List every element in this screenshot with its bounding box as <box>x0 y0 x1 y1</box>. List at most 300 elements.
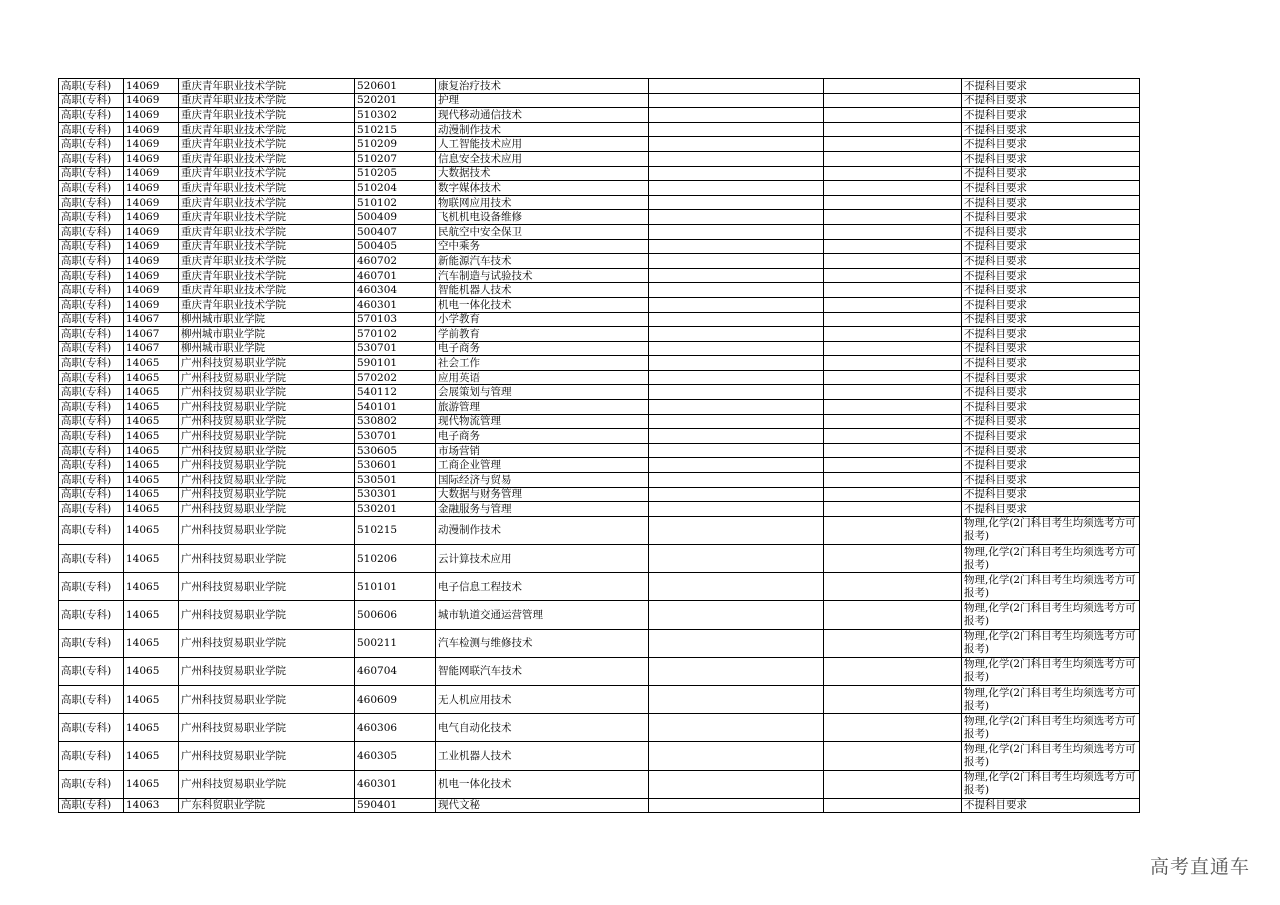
blank-cell-a <box>649 327 824 342</box>
subject-requirement-cell: 不提科目要求 <box>962 210 1140 225</box>
school-code-cell: 14065 <box>124 443 179 458</box>
school-code-cell: 14065 <box>124 414 179 429</box>
major-name-cell: 大数据技术 <box>436 166 649 181</box>
school-name-cell: 广州科技贸易职业学院 <box>179 458 355 473</box>
level-cell: 高职(专科) <box>59 93 124 108</box>
blank-cell-b <box>824 254 962 269</box>
level-cell: 高职(专科) <box>59 312 124 327</box>
table-row <box>59 79 1140 94</box>
blank-cell-a <box>649 443 824 458</box>
table-row <box>59 181 1140 196</box>
major-name-cell: 会展策划与管理 <box>436 385 649 400</box>
table-row <box>59 356 1140 371</box>
level-cell: 高职(专科) <box>59 516 124 544</box>
level-cell: 高职(专科) <box>59 714 124 742</box>
school-code-cell: 14065 <box>124 545 179 573</box>
blank-cell-a <box>649 239 824 254</box>
school-code-cell: 14069 <box>124 239 179 254</box>
school-name-cell: 广州科技贸易职业学院 <box>179 545 355 573</box>
level-cell: 高职(专科) <box>59 137 124 152</box>
major-name-cell: 信息安全技术应用 <box>436 151 649 166</box>
blank-cell-a <box>649 385 824 400</box>
level-cell: 高职(专科) <box>59 629 124 657</box>
table-row <box>59 312 1140 327</box>
major-name-cell: 智能网联汽车技术 <box>436 657 649 685</box>
subject-requirement-cell: 不提科目要求 <box>962 473 1140 488</box>
blank-cell-a <box>649 798 824 813</box>
blank-cell-a <box>649 429 824 444</box>
major-code-cell: 510302 <box>355 108 436 123</box>
level-cell: 高职(专科) <box>59 657 124 685</box>
major-name-cell: 旅游管理 <box>436 400 649 415</box>
major-code-cell: 590101 <box>355 356 436 371</box>
major-code-cell: 530501 <box>355 473 436 488</box>
blank-cell-a <box>649 254 824 269</box>
level-cell: 高职(专科) <box>59 770 124 798</box>
level-cell: 高职(专科) <box>59 341 124 356</box>
table-row <box>59 443 1140 458</box>
level-cell: 高职(专科) <box>59 151 124 166</box>
school-code-cell: 14065 <box>124 714 179 742</box>
major-code-cell: 500606 <box>355 601 436 629</box>
school-code-cell: 14065 <box>124 473 179 488</box>
major-code-cell: 460609 <box>355 685 436 713</box>
blank-cell-b <box>824 283 962 298</box>
subject-requirement-cell: 不提科目要求 <box>962 268 1140 283</box>
table-row <box>59 770 1140 798</box>
school-name-cell: 广州科技贸易职业学院 <box>179 516 355 544</box>
major-name-cell: 现代物流管理 <box>436 414 649 429</box>
school-name-cell: 广州科技贸易职业学院 <box>179 429 355 444</box>
blank-cell-b <box>824 742 962 770</box>
table-row <box>59 239 1140 254</box>
school-name-cell: 重庆青年职业技术学院 <box>179 181 355 196</box>
major-code-cell: 510215 <box>355 122 436 137</box>
blank-cell-b <box>824 93 962 108</box>
blank-cell-a <box>649 166 824 181</box>
level-cell: 高职(专科) <box>59 487 124 502</box>
admission-requirements-table <box>58 78 1140 813</box>
school-code-cell: 14069 <box>124 181 179 196</box>
blank-cell-a <box>649 151 824 166</box>
blank-cell-a <box>649 79 824 94</box>
blank-cell-a <box>649 714 824 742</box>
subject-requirement-cell: 不提科目要求 <box>962 312 1140 327</box>
school-code-cell: 14065 <box>124 770 179 798</box>
subject-requirement-cell: 物理,化学(2门科目考生均须选考方可报考) <box>962 714 1140 742</box>
school-code-cell: 14065 <box>124 601 179 629</box>
school-name-cell: 重庆青年职业技术学院 <box>179 239 355 254</box>
major-name-cell: 民航空中安全保卫 <box>436 224 649 239</box>
level-cell: 高职(专科) <box>59 79 124 94</box>
table-row <box>59 742 1140 770</box>
subject-requirement-cell: 物理,化学(2门科目考生均须选考方可报考) <box>962 573 1140 601</box>
school-name-cell: 柳州城市职业学院 <box>179 341 355 356</box>
blank-cell-a <box>649 195 824 210</box>
table-row <box>59 254 1140 269</box>
table-row <box>59 93 1140 108</box>
level-cell: 高职(专科) <box>59 798 124 813</box>
school-code-cell: 14065 <box>124 573 179 601</box>
blank-cell-a <box>649 210 824 225</box>
blank-cell-a <box>649 341 824 356</box>
level-cell: 高职(专科) <box>59 414 124 429</box>
blank-cell-a <box>649 770 824 798</box>
table-row <box>59 685 1140 713</box>
blank-cell-a <box>649 657 824 685</box>
major-code-cell: 520601 <box>355 79 436 94</box>
school-code-cell: 14067 <box>124 327 179 342</box>
table-row <box>59 370 1140 385</box>
blank-cell-b <box>824 487 962 502</box>
school-name-cell: 重庆青年职业技术学院 <box>179 224 355 239</box>
table-row <box>59 601 1140 629</box>
subject-requirement-cell: 物理,化学(2门科目考生均须选考方可报考) <box>962 601 1140 629</box>
major-name-cell: 智能机器人技术 <box>436 283 649 298</box>
blank-cell-b <box>824 239 962 254</box>
level-cell: 高职(专科) <box>59 742 124 770</box>
blank-cell-b <box>824 714 962 742</box>
blank-cell-b <box>824 137 962 152</box>
table-row <box>59 629 1140 657</box>
school-name-cell: 广州科技贸易职业学院 <box>179 601 355 629</box>
blank-cell-b <box>824 516 962 544</box>
major-code-cell: 460704 <box>355 657 436 685</box>
level-cell: 高职(专科) <box>59 443 124 458</box>
blank-cell-a <box>649 181 824 196</box>
school-name-cell: 广州科技贸易职业学院 <box>179 629 355 657</box>
subject-requirement-cell: 不提科目要求 <box>962 414 1140 429</box>
blank-cell-b <box>824 166 962 181</box>
subject-requirement-cell: 物理,化学(2门科目考生均须选考方可报考) <box>962 770 1140 798</box>
subject-requirement-cell: 物理,化学(2门科目考生均须选考方可报考) <box>962 629 1140 657</box>
blank-cell-b <box>824 341 962 356</box>
school-code-cell: 14069 <box>124 108 179 123</box>
table-row <box>59 224 1140 239</box>
major-name-cell: 城市轨道交通运营管理 <box>436 601 649 629</box>
school-name-cell: 广州科技贸易职业学院 <box>179 400 355 415</box>
level-cell: 高职(专科) <box>59 195 124 210</box>
major-code-cell: 500407 <box>355 224 436 239</box>
major-code-cell: 510209 <box>355 137 436 152</box>
blank-cell-b <box>824 108 962 123</box>
table-row <box>59 657 1140 685</box>
major-name-cell: 汽车制造与试验技术 <box>436 268 649 283</box>
level-cell: 高职(专科) <box>59 297 124 312</box>
school-name-cell: 广东科贸职业学院 <box>179 798 355 813</box>
major-name-cell: 动漫制作技术 <box>436 122 649 137</box>
subject-requirement-cell: 不提科目要求 <box>962 195 1140 210</box>
school-code-cell: 14069 <box>124 137 179 152</box>
blank-cell-a <box>649 629 824 657</box>
major-code-cell: 510102 <box>355 195 436 210</box>
major-code-cell: 530802 <box>355 414 436 429</box>
table-row <box>59 487 1140 502</box>
table-row <box>59 341 1140 356</box>
level-cell: 高职(专科) <box>59 429 124 444</box>
table-row <box>59 108 1140 123</box>
level-cell: 高职(专科) <box>59 545 124 573</box>
blank-cell-b <box>824 151 962 166</box>
school-code-cell: 14063 <box>124 798 179 813</box>
school-name-cell: 广州科技贸易职业学院 <box>179 742 355 770</box>
school-name-cell: 重庆青年职业技术学院 <box>179 268 355 283</box>
school-code-cell: 14067 <box>124 341 179 356</box>
subject-requirement-cell: 物理,化学(2门科目考生均须选考方可报考) <box>962 516 1140 544</box>
table-row <box>59 327 1140 342</box>
blank-cell-b <box>824 770 962 798</box>
major-name-cell: 国际经济与贸易 <box>436 473 649 488</box>
blank-cell-b <box>824 400 962 415</box>
major-code-cell: 570202 <box>355 370 436 385</box>
school-code-cell: 14065 <box>124 356 179 371</box>
subject-requirement-cell: 不提科目要求 <box>962 79 1140 94</box>
blank-cell-b <box>824 573 962 601</box>
blank-cell-a <box>649 268 824 283</box>
blank-cell-a <box>649 370 824 385</box>
table-row <box>59 400 1140 415</box>
major-code-cell: 570102 <box>355 327 436 342</box>
subject-requirement-cell: 不提科目要求 <box>962 283 1140 298</box>
school-code-cell: 14065 <box>124 385 179 400</box>
major-code-cell: 540112 <box>355 385 436 400</box>
school-code-cell: 14065 <box>124 742 179 770</box>
blank-cell-b <box>824 224 962 239</box>
major-name-cell: 小学教育 <box>436 312 649 327</box>
school-name-cell: 重庆青年职业技术学院 <box>179 297 355 312</box>
major-name-cell: 大数据与财务管理 <box>436 487 649 502</box>
table-row <box>59 122 1140 137</box>
school-name-cell: 重庆青年职业技术学院 <box>179 108 355 123</box>
major-code-cell: 460701 <box>355 268 436 283</box>
school-name-cell: 重庆青年职业技术学院 <box>179 166 355 181</box>
blank-cell-b <box>824 210 962 225</box>
school-code-cell: 14069 <box>124 297 179 312</box>
blank-cell-a <box>649 487 824 502</box>
school-name-cell: 柳州城市职业学院 <box>179 312 355 327</box>
subject-requirement-cell: 不提科目要求 <box>962 239 1140 254</box>
blank-cell-a <box>649 297 824 312</box>
blank-cell-b <box>824 414 962 429</box>
school-code-cell: 14069 <box>124 122 179 137</box>
table-row <box>59 516 1140 544</box>
major-code-cell: 540101 <box>355 400 436 415</box>
major-name-cell: 市场营销 <box>436 443 649 458</box>
subject-requirement-cell: 不提科目要求 <box>962 429 1140 444</box>
level-cell: 高职(专科) <box>59 502 124 517</box>
school-name-cell: 广州科技贸易职业学院 <box>179 414 355 429</box>
major-name-cell: 人工智能技术应用 <box>436 137 649 152</box>
school-name-cell: 重庆青年职业技术学院 <box>179 210 355 225</box>
level-cell: 高职(专科) <box>59 385 124 400</box>
blank-cell-b <box>824 458 962 473</box>
subject-requirement-cell: 不提科目要求 <box>962 443 1140 458</box>
blank-cell-b <box>824 327 962 342</box>
major-name-cell: 电子信息工程技术 <box>436 573 649 601</box>
school-code-cell: 14065 <box>124 516 179 544</box>
major-code-cell: 570103 <box>355 312 436 327</box>
blank-cell-a <box>649 685 824 713</box>
level-cell: 高职(专科) <box>59 685 124 713</box>
table-row <box>59 414 1140 429</box>
school-name-cell: 广州科技贸易职业学院 <box>179 473 355 488</box>
major-name-cell: 学前教育 <box>436 327 649 342</box>
school-name-cell: 重庆青年职业技术学院 <box>179 137 355 152</box>
school-name-cell: 广州科技贸易职业学院 <box>179 370 355 385</box>
level-cell: 高职(专科) <box>59 356 124 371</box>
major-code-cell: 530605 <box>355 443 436 458</box>
subject-requirement-cell: 物理,化学(2门科目考生均须选考方可报考) <box>962 657 1140 685</box>
major-code-cell: 510205 <box>355 166 436 181</box>
major-name-cell: 电子商务 <box>436 341 649 356</box>
level-cell: 高职(专科) <box>59 166 124 181</box>
table-row <box>59 385 1140 400</box>
subject-requirement-cell: 不提科目要求 <box>962 297 1140 312</box>
blank-cell-b <box>824 312 962 327</box>
level-cell: 高职(专科) <box>59 458 124 473</box>
subject-requirement-cell: 不提科目要求 <box>962 122 1140 137</box>
table-row <box>59 798 1140 813</box>
school-code-cell: 14065 <box>124 429 179 444</box>
blank-cell-a <box>649 312 824 327</box>
school-code-cell: 14069 <box>124 210 179 225</box>
school-code-cell: 14065 <box>124 400 179 415</box>
subject-requirement-cell: 不提科目要求 <box>962 400 1140 415</box>
level-cell: 高职(专科) <box>59 573 124 601</box>
major-code-cell: 530201 <box>355 502 436 517</box>
subject-requirement-cell: 不提科目要求 <box>962 181 1140 196</box>
blank-cell-b <box>824 545 962 573</box>
major-name-cell: 康复治疗技术 <box>436 79 649 94</box>
subject-requirement-cell: 不提科目要求 <box>962 356 1140 371</box>
blank-cell-b <box>824 356 962 371</box>
table-row <box>59 429 1140 444</box>
table-row <box>59 151 1140 166</box>
blank-cell-a <box>649 414 824 429</box>
school-code-cell: 14065 <box>124 502 179 517</box>
level-cell: 高职(专科) <box>59 210 124 225</box>
blank-cell-a <box>649 601 824 629</box>
blank-cell-a <box>649 283 824 298</box>
major-name-cell: 新能源汽车技术 <box>436 254 649 269</box>
school-name-cell: 广州科技贸易职业学院 <box>179 573 355 601</box>
level-cell: 高职(专科) <box>59 268 124 283</box>
major-code-cell: 460301 <box>355 770 436 798</box>
major-name-cell: 无人机应用技术 <box>436 685 649 713</box>
table-row <box>59 714 1140 742</box>
subject-requirement-cell: 不提科目要求 <box>962 385 1140 400</box>
major-name-cell: 电子商务 <box>436 429 649 444</box>
major-code-cell: 510206 <box>355 545 436 573</box>
school-code-cell: 14065 <box>124 370 179 385</box>
subject-requirement-cell: 不提科目要求 <box>962 487 1140 502</box>
blank-cell-b <box>824 195 962 210</box>
school-name-cell: 重庆青年职业技术学院 <box>179 151 355 166</box>
subject-requirement-cell: 不提科目要求 <box>962 327 1140 342</box>
level-cell: 高职(专科) <box>59 327 124 342</box>
subject-requirement-cell: 不提科目要求 <box>962 151 1140 166</box>
major-name-cell: 数字媒体技术 <box>436 181 649 196</box>
school-code-cell: 14065 <box>124 685 179 713</box>
blank-cell-a <box>649 545 824 573</box>
major-name-cell: 云计算技术应用 <box>436 545 649 573</box>
blank-cell-b <box>824 473 962 488</box>
major-name-cell: 现代文秘 <box>436 798 649 813</box>
blank-cell-b <box>824 370 962 385</box>
blank-cell-b <box>824 502 962 517</box>
table-row <box>59 137 1140 152</box>
table-body <box>59 79 1140 813</box>
subject-requirement-cell: 不提科目要求 <box>962 798 1140 813</box>
school-name-cell: 广州科技贸易职业学院 <box>179 685 355 713</box>
table-row <box>59 473 1140 488</box>
major-code-cell: 510207 <box>355 151 436 166</box>
subject-requirement-cell: 物理,化学(2门科目考生均须选考方可报考) <box>962 742 1140 770</box>
school-name-cell: 重庆青年职业技术学院 <box>179 79 355 94</box>
subject-requirement-cell: 不提科目要求 <box>962 224 1140 239</box>
subject-requirement-cell: 不提科目要求 <box>962 370 1140 385</box>
subject-requirement-cell: 不提科目要求 <box>962 502 1140 517</box>
table-row <box>59 573 1140 601</box>
major-code-cell: 500409 <box>355 210 436 225</box>
subject-requirement-cell: 不提科目要求 <box>962 93 1140 108</box>
major-name-cell: 物联网应用技术 <box>436 195 649 210</box>
school-name-cell: 广州科技贸易职业学院 <box>179 385 355 400</box>
level-cell: 高职(专科) <box>59 283 124 298</box>
school-code-cell: 14065 <box>124 487 179 502</box>
subject-requirement-cell: 不提科目要求 <box>962 166 1140 181</box>
major-name-cell: 空中乘务 <box>436 239 649 254</box>
major-code-cell: 500211 <box>355 629 436 657</box>
school-code-cell: 14067 <box>124 312 179 327</box>
school-code-cell: 14069 <box>124 166 179 181</box>
major-name-cell: 动漫制作技术 <box>436 516 649 544</box>
blank-cell-a <box>649 400 824 415</box>
school-name-cell: 广州科技贸易职业学院 <box>179 714 355 742</box>
major-code-cell: 590401 <box>355 798 436 813</box>
blank-cell-b <box>824 122 962 137</box>
school-name-cell: 广州科技贸易职业学院 <box>179 356 355 371</box>
school-code-cell: 14069 <box>124 195 179 210</box>
major-name-cell: 汽车检测与维修技术 <box>436 629 649 657</box>
school-code-cell: 14069 <box>124 151 179 166</box>
table-row <box>59 545 1140 573</box>
school-name-cell: 广州科技贸易职业学院 <box>179 657 355 685</box>
blank-cell-a <box>649 356 824 371</box>
blank-cell-a <box>649 742 824 770</box>
table-row <box>59 502 1140 517</box>
major-code-cell: 530601 <box>355 458 436 473</box>
watermark-text: 高考直通车 <box>1149 856 1250 878</box>
school-code-cell: 14069 <box>124 268 179 283</box>
table-row <box>59 268 1140 283</box>
blank-cell-a <box>649 502 824 517</box>
major-code-cell: 460304 <box>355 283 436 298</box>
major-name-cell: 工业机器人技术 <box>436 742 649 770</box>
level-cell: 高职(专科) <box>59 473 124 488</box>
blank-cell-a <box>649 108 824 123</box>
blank-cell-a <box>649 473 824 488</box>
blank-cell-b <box>824 657 962 685</box>
subject-requirement-cell: 不提科目要求 <box>962 254 1140 269</box>
school-name-cell: 重庆青年职业技术学院 <box>179 254 355 269</box>
school-code-cell: 14065 <box>124 657 179 685</box>
major-name-cell: 机电一体化技术 <box>436 770 649 798</box>
level-cell: 高职(专科) <box>59 181 124 196</box>
subject-requirement-cell: 不提科目要求 <box>962 108 1140 123</box>
blank-cell-a <box>649 93 824 108</box>
level-cell: 高职(专科) <box>59 400 124 415</box>
